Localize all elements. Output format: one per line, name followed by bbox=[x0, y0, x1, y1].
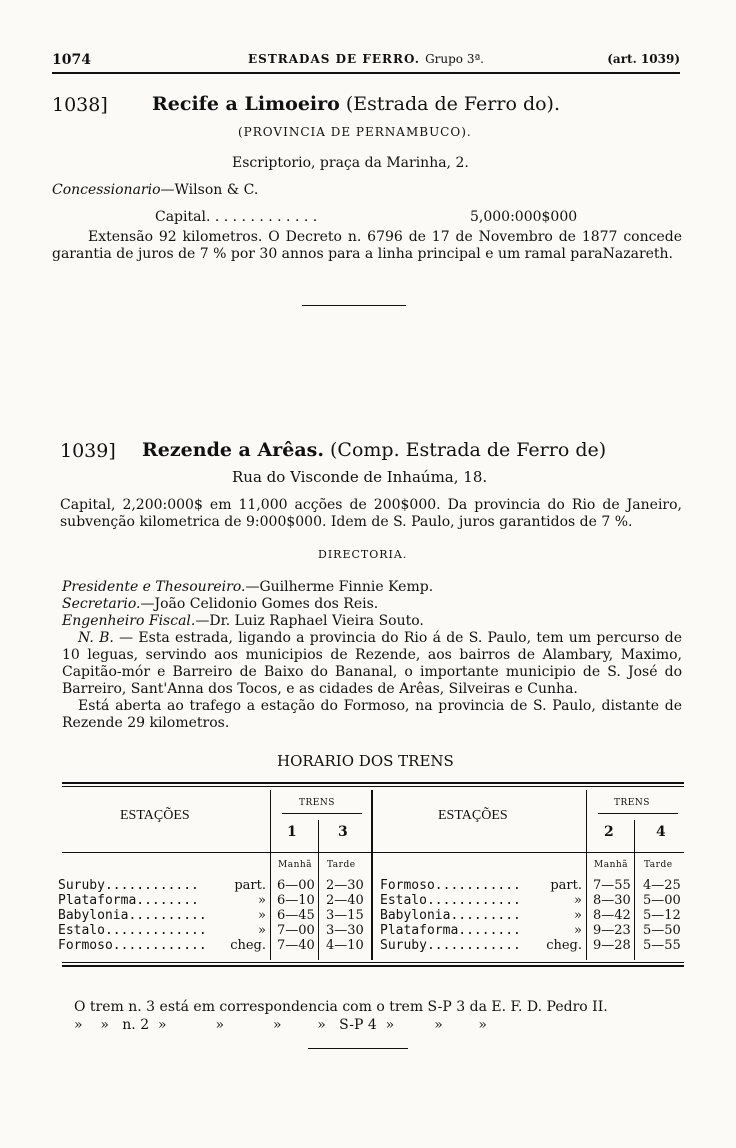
station-name: Suruby............ bbox=[58, 878, 199, 893]
directory-title: DIRECTORIA. bbox=[318, 548, 408, 561]
time-cell: 6—45 bbox=[277, 908, 315, 923]
entry-1038-name: Recife a Limoeiro bbox=[152, 93, 340, 115]
correspondence-note-1: O trem n. 3 está em correspondencia com o trem S-P 3 da E. F. D. Pedro II. bbox=[74, 999, 608, 1015]
col-separator bbox=[318, 820, 319, 960]
time-cell: 2—40 bbox=[326, 893, 364, 908]
right-stations bbox=[380, 878, 521, 953]
right-stations-header: ESTAÇÕES bbox=[438, 808, 508, 823]
entry-1038-suffix: (Estrada de Ferro do). bbox=[345, 93, 560, 115]
concessionaire-label: Concessionario bbox=[52, 182, 161, 198]
section-divider-2 bbox=[308, 1048, 408, 1049]
time-cell: 9—28 bbox=[593, 938, 631, 953]
station-name: Estalo............. bbox=[58, 923, 207, 938]
entry-1038-title bbox=[152, 93, 560, 115]
time-cell: 4—10 bbox=[326, 938, 364, 953]
time-cell: 2—30 bbox=[326, 878, 364, 893]
time-cell: 3—30 bbox=[326, 923, 364, 938]
time-cell: 6—10 bbox=[277, 893, 315, 908]
left-trens-header: TRENS bbox=[299, 798, 335, 808]
entry-1038-capital-value: 5,000:000$000 bbox=[470, 209, 578, 225]
time-cell: 3—15 bbox=[326, 908, 364, 923]
concessionaire-value: —Wilson & C. bbox=[160, 182, 259, 198]
group-label: Grupo 3ª. bbox=[425, 52, 484, 66]
entry-1039-traffic: Está aberta ao trafego a estação do Formoso, na provincia de S. Paulo, distante de Rezende 29 kilometros. bbox=[62, 698, 682, 731]
entry-1039-number: 1039] bbox=[60, 440, 116, 462]
page-number: 1074 bbox=[52, 52, 91, 68]
left-marks bbox=[228, 878, 266, 953]
officer-name: —João Celidonio Gomes dos Reis. bbox=[140, 596, 379, 612]
left-train3-times bbox=[326, 878, 364, 953]
article-reference: (art. 1039) bbox=[607, 52, 680, 66]
table-top-rule bbox=[62, 782, 684, 784]
mark: cheg. bbox=[230, 938, 266, 953]
station-name: Estalo............ bbox=[380, 893, 521, 908]
station-name: Babylonia.......... bbox=[58, 908, 207, 923]
officer-role: Presidente e Thesoureiro. bbox=[62, 579, 246, 595]
trens-underline bbox=[598, 813, 678, 814]
officer-role: Secretario. bbox=[62, 596, 141, 612]
left-period-afternoon: Tarde bbox=[327, 860, 356, 870]
officer-secretary bbox=[62, 596, 378, 612]
station-name: Plataforma........ bbox=[58, 893, 199, 908]
entry-1038-office: Escriptorio, praça da Marinha, 2. bbox=[232, 155, 469, 171]
section-divider-1 bbox=[302, 305, 406, 306]
table-header-rule bbox=[62, 852, 684, 853]
entry-1038-number: 1038] bbox=[52, 94, 108, 116]
left-stations-header: ESTAÇÕES bbox=[120, 808, 190, 823]
time-cell: 5—12 bbox=[643, 908, 681, 923]
entry-1038-description: Extensão 92 kilometros. O Decreto n. 6796 de 17 de Novembro de 1877 concede garantia de juros de 7 % por 30 annos para a linha principal e um ramal paraNazareth. bbox=[52, 229, 682, 262]
mark: » bbox=[574, 923, 582, 938]
table-bottom-rule-2 bbox=[62, 965, 684, 967]
entry-1039-suffix: (Comp. Estrada de Ferro de) bbox=[330, 439, 607, 461]
right-train2-times bbox=[593, 878, 631, 953]
page-header bbox=[52, 52, 680, 72]
header-rule bbox=[52, 72, 680, 74]
station-name: Formoso........... bbox=[380, 878, 521, 893]
train-number-1: 1 bbox=[287, 824, 297, 840]
nb-label: N. B. bbox=[78, 630, 114, 646]
time-cell: 5—50 bbox=[643, 923, 681, 938]
time-cell: 9—23 bbox=[593, 923, 631, 938]
right-marks bbox=[542, 878, 582, 953]
mark: » bbox=[574, 893, 582, 908]
correspondence-note-2: » » n. 2 » » » » S-P 4 » » » bbox=[74, 1017, 487, 1033]
time-cell: 7—40 bbox=[277, 938, 315, 953]
trens-underline bbox=[282, 813, 362, 814]
col-separator bbox=[586, 790, 587, 960]
time-cell: 4—25 bbox=[643, 878, 681, 893]
time-cell: 5—55 bbox=[643, 938, 681, 953]
running-title bbox=[52, 52, 680, 66]
officer-name: —Guilherme Finnie Kemp. bbox=[245, 579, 434, 595]
mark: » bbox=[574, 908, 582, 923]
train-number-2: 2 bbox=[604, 824, 614, 840]
timetable-title: HORARIO DOS TRENS bbox=[277, 752, 454, 770]
entry-1039-title bbox=[142, 439, 606, 461]
left-period-morning: Manhã bbox=[278, 860, 313, 870]
mark: part. bbox=[234, 878, 266, 893]
train-number-4: 4 bbox=[656, 824, 666, 840]
right-train4-times bbox=[643, 878, 681, 953]
running-title-text: ESTRADAS DE FERRO. bbox=[248, 52, 420, 66]
officer-engineer bbox=[62, 613, 424, 629]
left-train1-times bbox=[277, 878, 315, 953]
officer-name: —Dr. Luiz Raphael Vieira Souto. bbox=[195, 613, 424, 629]
table-bottom-rule bbox=[62, 962, 684, 963]
right-period-afternoon: Tarde bbox=[644, 860, 673, 870]
col-separator bbox=[634, 820, 635, 960]
officer-president bbox=[62, 579, 433, 595]
time-cell: 6—00 bbox=[277, 878, 315, 893]
table-top-rule-2 bbox=[62, 786, 684, 787]
time-cell: 7—00 bbox=[277, 923, 315, 938]
time-cell: 8—42 bbox=[593, 908, 631, 923]
entry-1038-concessionaire bbox=[52, 182, 258, 198]
mark: » bbox=[258, 908, 266, 923]
mark: part. bbox=[550, 878, 582, 893]
col-separator-middle bbox=[371, 790, 373, 960]
mark: cheg. bbox=[546, 938, 582, 953]
station-name: Plataforma........ bbox=[380, 923, 521, 938]
entry-1039-name: Rezende a Arêas. bbox=[142, 439, 324, 461]
nb-text: — Esta estrada, ligando a provincia do Rio á de S. Paulo, tem um percurso de 10 leguas, servindo aos municipios de Rezende, aos bairros de Alambary, Maximo, Capitão-mór e Barreiro de Baixo do Bananal, o importante municipio de S. José do Barreiro, Sant'Anna dos Tocos, e as cidades de Arêas, Silveiras e Cunha. bbox=[62, 630, 682, 697]
officer-role: Engenheiro Fiscal. bbox=[62, 613, 196, 629]
time-cell: 8—30 bbox=[593, 893, 631, 908]
station-name: Babylonia......... bbox=[380, 908, 521, 923]
mark: » bbox=[258, 893, 266, 908]
right-period-morning: Manhã bbox=[594, 860, 629, 870]
right-trens-header: TRENS bbox=[614, 798, 650, 808]
entry-1039-capital: Capital, 2,200:000$ em 11,000 acções de 200$000. Da provincia do Rio de Janeiro, subvenção kilometrica de 9:000$000. Idem de S. Paulo, juros garantidos de 7 %. bbox=[60, 497, 682, 530]
time-cell: 5—00 bbox=[643, 893, 681, 908]
entry-1039-address: Rua do Visconde de Inhaúma, 18. bbox=[232, 468, 488, 486]
entry-1038-province: (PROVINCIA DE PERNAMBUCO). bbox=[238, 125, 472, 139]
train-number-3: 3 bbox=[338, 824, 348, 840]
mark: » bbox=[258, 923, 266, 938]
col-separator bbox=[270, 790, 271, 960]
time-cell: 7—55 bbox=[593, 878, 631, 893]
station-name: Suruby............ bbox=[380, 938, 521, 953]
entry-1038-capital-label: Capital. . . . . . . . . . . . . bbox=[155, 209, 318, 225]
station-name: Formoso............ bbox=[58, 938, 207, 953]
entry-1039-nb bbox=[62, 630, 682, 698]
